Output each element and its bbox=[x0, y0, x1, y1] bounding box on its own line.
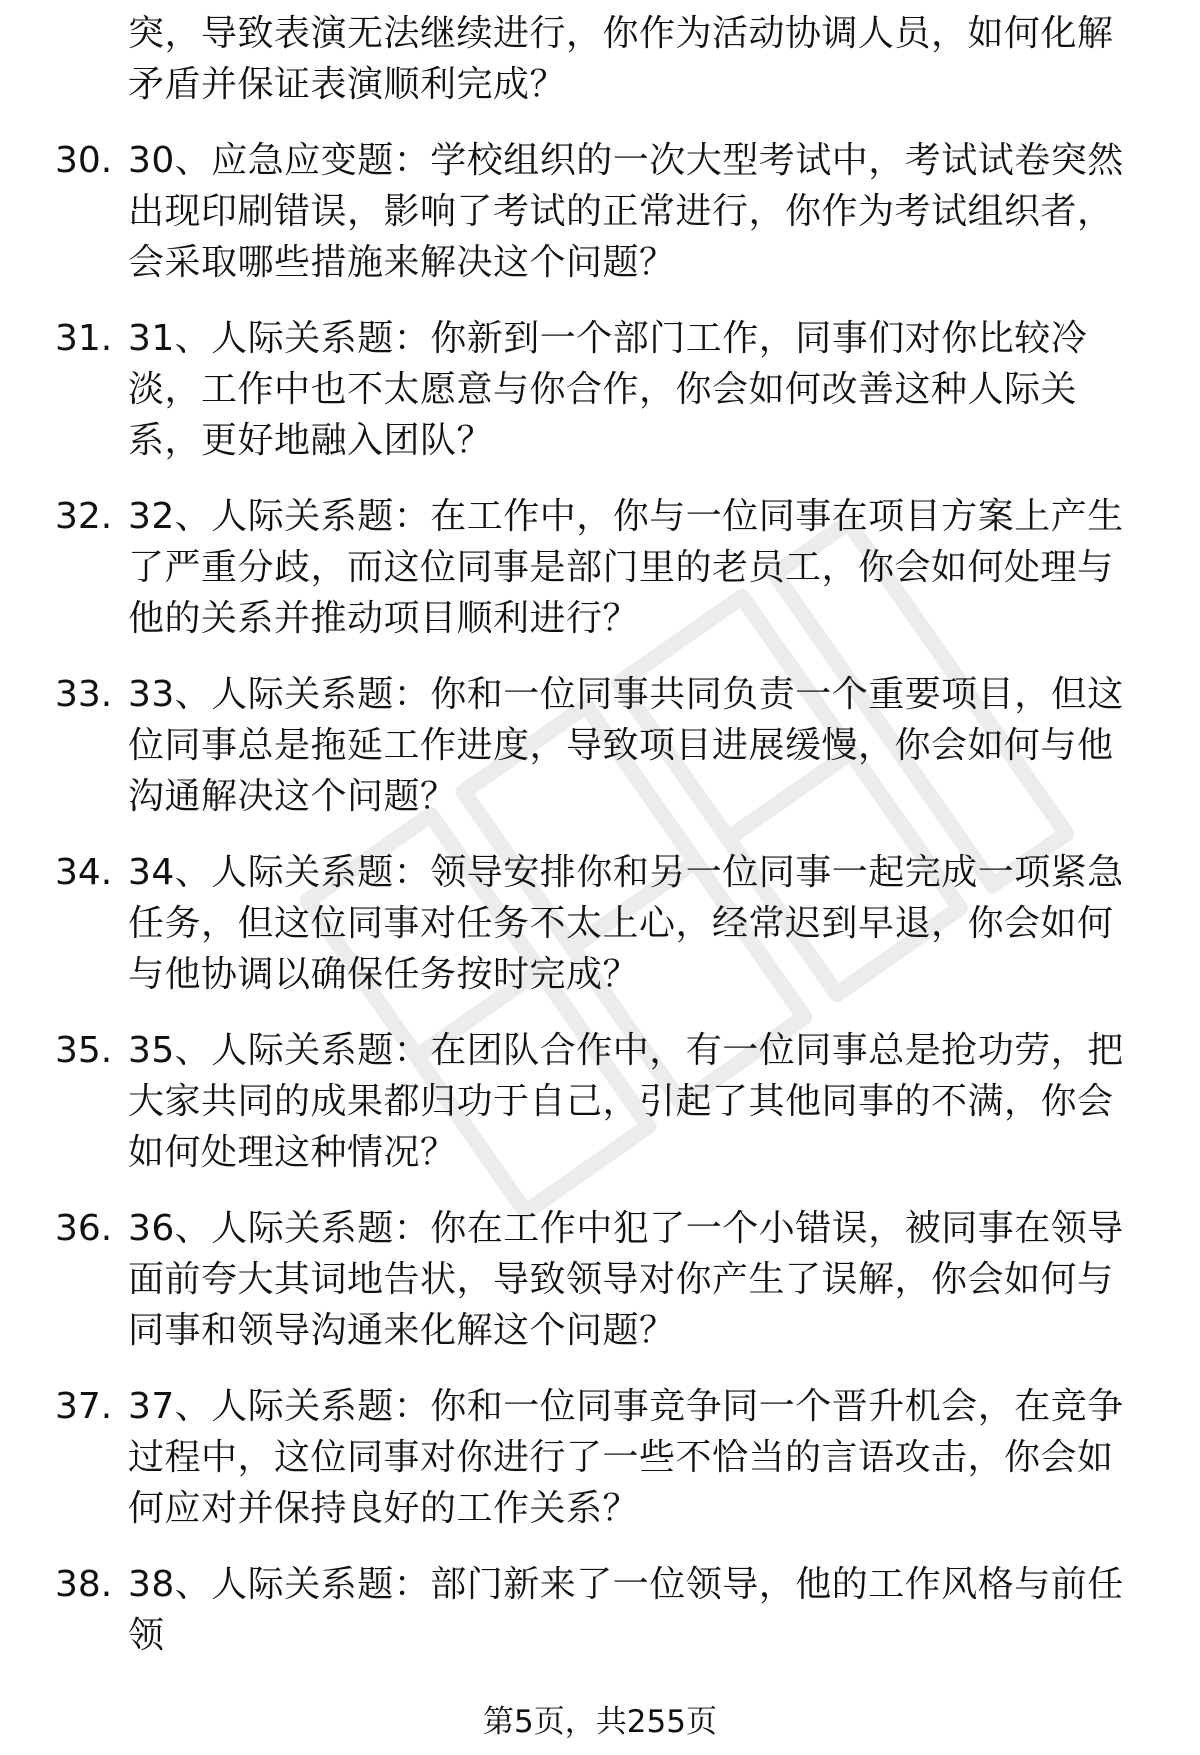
question-text: 35、人际关系题：在团队合作中，有一位同事总是抢功劳，把大家共同的成果都归功于自己，引起了其他同事的不满，你会如何处理这种情况？ bbox=[128, 1030, 1124, 1173]
question-item bbox=[0, 669, 1200, 822]
question-list bbox=[0, 135, 1200, 1661]
question-number: 37. bbox=[55, 1386, 113, 1427]
question-item bbox=[0, 491, 1200, 644]
question-number: 34. bbox=[55, 852, 113, 893]
question-number: 31. bbox=[55, 318, 113, 359]
continuation-text: 突，导致表演无法继续进行，你作为活动协调人员，如何化解矛盾并保证表演顺利完成？ bbox=[128, 13, 1114, 105]
question-number: 32. bbox=[55, 496, 113, 537]
question-item bbox=[0, 1559, 1200, 1661]
question-text: 34、人际关系题：领导安排你和另一位同事一起完成一项紧急任务，但这位同事对任务不太上心，经常迟到早退，你会如何与他协调以确保任务按时完成？ bbox=[128, 852, 1124, 995]
question-item bbox=[0, 135, 1200, 288]
question-item bbox=[0, 1381, 1200, 1534]
question-text: 33、人际关系题：你和一位同事共同负责一个重要项目，但这位同事总是拖延工作进度，导致项目进展缓慢，你会如何与他沟通解决这个问题？ bbox=[128, 674, 1124, 817]
question-text: 31、人际关系题：你新到一个部门工作，同事们对你比较冷淡，工作中也不太愿意与你合作，你会如何改善这种人际关系，更好地融入团队？ bbox=[128, 318, 1088, 461]
question-number: 38. bbox=[55, 1564, 113, 1605]
question-number: 30. bbox=[55, 140, 113, 181]
question-item bbox=[0, 1203, 1200, 1356]
question-text: 30、应急应变题：学校组织的一次大型考试中，考试试卷突然出现印刷错误，影响了考试的正常进行，你作为考试组织者，会采取哪些措施来解决这个问题？ bbox=[128, 140, 1124, 283]
question-number: 33. bbox=[55, 674, 113, 715]
question-number: 36. bbox=[55, 1208, 113, 1249]
question-text: 36、人际关系题：你在工作中犯了一个小错误，被同事在领导面前夸大其词地告状，导致领导对你产生了误解，你会如何与同事和领导沟通来化解这个问题？ bbox=[128, 1208, 1124, 1351]
question-item bbox=[0, 313, 1200, 466]
question-text: 38、人际关系题：部门新来了一位领导，他的工作风格与前任领 bbox=[128, 1564, 1124, 1656]
question-item bbox=[0, 1025, 1200, 1178]
question-text: 32、人际关系题：在工作中，你与一位同事在项目方案上产生了严重分歧，而这位同事是部门里的老员工，你会如何处理与他的关系并推动项目顺利进行？ bbox=[128, 496, 1124, 639]
page-footer: 第5页，共255页 bbox=[483, 1704, 717, 1740]
question-number: 35. bbox=[55, 1030, 113, 1071]
question-item bbox=[0, 847, 1200, 1000]
question-text: 37、人际关系题：你和一位同事竞争同一个晋升机会，在竞争过程中，这位同事对你进行了一些不恰当的言语攻击，你会如何应对并保持良好的工作关系？ bbox=[128, 1386, 1124, 1529]
